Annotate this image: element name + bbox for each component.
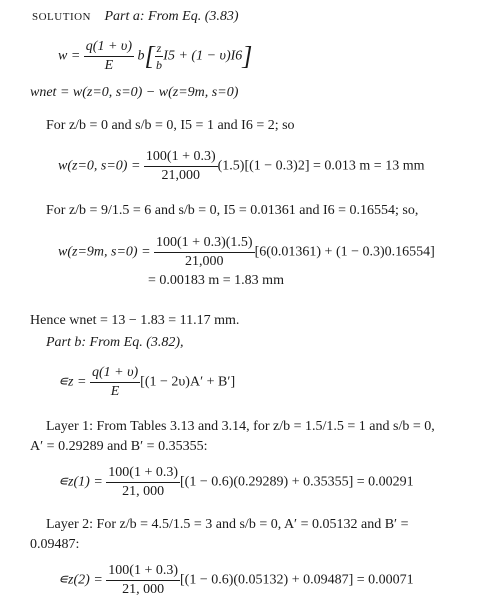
eq5-fraction xyxy=(90,366,140,399)
eq5-numerator: q(1 + υ) xyxy=(90,366,140,383)
eq1-denominator: E xyxy=(104,58,114,73)
eq7-fraction xyxy=(106,564,180,597)
eq6-fraction xyxy=(106,466,180,499)
eq3-denominator: 21,000 xyxy=(161,168,201,183)
eq4-result: = 0.00183 m = 1.83 mm xyxy=(148,273,284,288)
eq1-fraction xyxy=(84,40,134,73)
eq1-inner-fraction xyxy=(155,42,164,71)
eq3-rhs: (1.5)[(1 − 0.3)2] = 0.013 m = 13 mm xyxy=(217,158,425,174)
layer2-line1: Layer 2: For z/b = 4.5/1.5 = 3 and s/b = 0, A′ = 0.05132 and B′ = xyxy=(46,517,409,532)
eq6-rhs: [(1 − 0.6)(0.29289) + 0.35355] = 0.00291 xyxy=(180,474,414,490)
right-bracket: ] xyxy=(242,41,253,71)
eq3-lhs: w(z=0, s=0) = xyxy=(58,158,141,174)
equation-strain-layer1 xyxy=(58,466,414,499)
eq6-lhs: ∊z(1) = xyxy=(58,474,103,490)
eq1-inner-den: b xyxy=(155,58,162,72)
eq7-lhs: ∊z(2) = xyxy=(58,572,103,588)
equation-wnet: wnet = w(z=0, s=0) − w(z=9m, s=0) xyxy=(30,85,239,100)
condition-1: For z/b = 0 and s/b = 0, I5 = 1 and I6 = 2; so xyxy=(46,118,295,133)
part-b-header: Part b: From Eq. (3.82), xyxy=(46,335,184,350)
eq1-inner-tail: I5 + (1 − υ)I6 xyxy=(163,48,243,64)
solution-label: SOLUTION xyxy=(32,11,91,23)
eq7-rhs: [(1 − 0.6)(0.05132) + 0.09487] = 0.00071 xyxy=(180,572,414,588)
eq1-mid: b xyxy=(137,48,145,64)
eq7-numerator: 100(1 + 0.3) xyxy=(106,564,180,581)
eq3-fraction xyxy=(144,150,218,183)
eq3-numerator: 100(1 + 0.3) xyxy=(144,150,218,167)
eq6-denominator: 21, 000 xyxy=(122,484,165,499)
eq4-lhs: w(z=9m, s=0) = xyxy=(58,244,151,260)
eq4-fraction xyxy=(154,236,255,269)
equation-w-z9 xyxy=(58,236,435,269)
eq5-denominator: E xyxy=(110,384,120,399)
eq5-rhs: [(1 − 2υ)A′ + B′] xyxy=(140,374,236,390)
solution-header xyxy=(32,10,239,24)
eq1-inner-num: z xyxy=(156,41,162,55)
left-bracket: [ xyxy=(144,41,155,71)
equation-w-z0 xyxy=(58,150,424,183)
eq1-lhs: w = xyxy=(58,48,81,64)
eq5-lhs: ∊z = xyxy=(58,374,87,390)
eq6-numerator: 100(1 + 0.3) xyxy=(106,466,180,483)
eq7-denominator: 21, 000 xyxy=(122,582,165,597)
eq4-rhs: [6(0.01361) + (1 − 0.3)0.16554] xyxy=(254,244,435,260)
eq4-numerator: 100(1 + 0.3)(1.5) xyxy=(154,236,255,253)
equation-strain xyxy=(58,366,235,399)
equation-w xyxy=(58,40,252,73)
layer1-line2: A′ = 0.29289 and B′ = 0.35355: xyxy=(30,439,208,454)
eq4-denominator: 21,000 xyxy=(185,254,224,269)
condition-2: For z/b = 9/1.5 = 6 and s/b = 0, I5 = 0.01361 and I6 = 0.16554; so, xyxy=(46,203,419,218)
part-a-header: Part a: From Eq. (3.83) xyxy=(104,9,239,24)
equation-strain-layer2 xyxy=(58,564,414,597)
hence-line: Hence wnet = 13 − 1.83 = 11.17 mm. xyxy=(30,313,240,328)
eq1-numerator: q(1 + υ) xyxy=(84,40,134,57)
layer1-line1: Layer 1: From Tables 3.13 and 3.14, for z/b = 1.5/1.5 = 1 and s/b = 0, xyxy=(46,419,435,434)
layer2-line2: 0.09487: xyxy=(30,537,80,552)
